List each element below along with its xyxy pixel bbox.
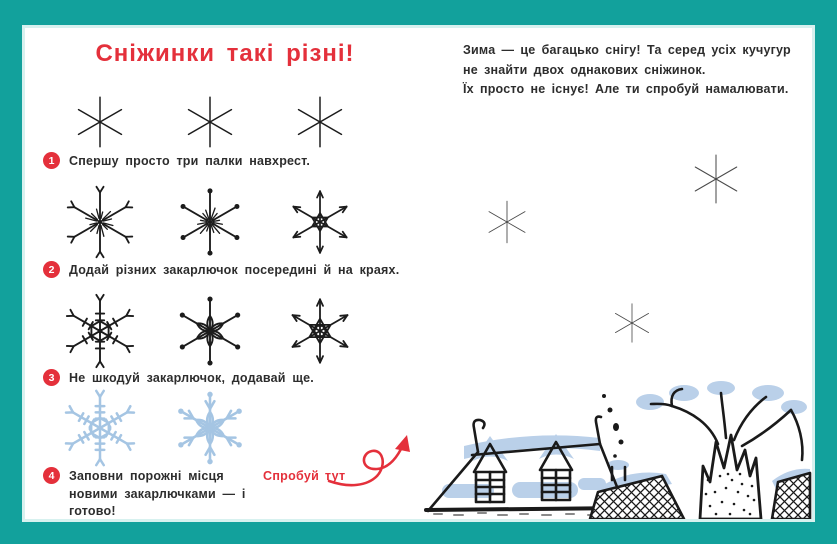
intro-line: Їх просто не існує! Але ти спробуй намалювати. (463, 82, 789, 96)
step-2 (43, 262, 423, 280)
chimney-smoke (602, 394, 624, 458)
intro-line: не знайти двох однакових сніжинок. (463, 62, 706, 77)
snowflake-row3-y-web (62, 293, 138, 369)
snowflake-row2-arrow-hexstar (285, 187, 355, 257)
house-and-tree-illustration (420, 380, 812, 519)
step-1-text: Спершу просто три палки навхрест. (69, 154, 311, 168)
step-4-badge: 4 (43, 467, 60, 484)
page-title: Сніжинки такі різні! (95, 40, 355, 67)
book-page (25, 28, 812, 519)
step-3-badge: 3 (43, 369, 60, 386)
step-2-badge: 2 (43, 261, 60, 278)
snowflake-row3-arrow-2hex (284, 295, 356, 367)
snowflake-scatter-2 (686, 149, 746, 209)
snowflake-row1-plain-3 (289, 91, 351, 153)
swirl-arrow-icon (327, 434, 422, 492)
step-3 (43, 370, 403, 388)
step-1 (43, 153, 403, 171)
step-4-text: Заповни порожні місця новими закарлючками — і готово! (69, 469, 246, 518)
snowflake-scatter-3 (608, 299, 656, 347)
wall-dashes (434, 513, 615, 515)
snowflake-row1-plain-2 (179, 91, 241, 153)
snowflake-row4-blue-flower (170, 388, 250, 468)
snowflake-scatter-1 (481, 196, 533, 248)
snowflake-row4-blue-web (61, 389, 139, 467)
intro-paragraph (463, 41, 793, 100)
step-2-text: Додай різних закарлючок посередині й на краях. (69, 263, 400, 277)
snowflake-row2-y-burst (63, 185, 137, 259)
try-here-label: Спробуй тут (263, 469, 346, 483)
snowflake-row1-plain-1 (69, 91, 131, 153)
intro-line: Зима — це багацько снігу! Та серед усіх кучугур (463, 43, 791, 57)
step-4 (43, 468, 271, 521)
step-3-text: Не шкодуй закарлючок, додавай ще. (69, 371, 314, 385)
snowflake-row2-dot-burst (173, 185, 247, 259)
snowflake-row3-dot-flower (172, 293, 248, 369)
step-1-badge: 1 (43, 152, 60, 169)
